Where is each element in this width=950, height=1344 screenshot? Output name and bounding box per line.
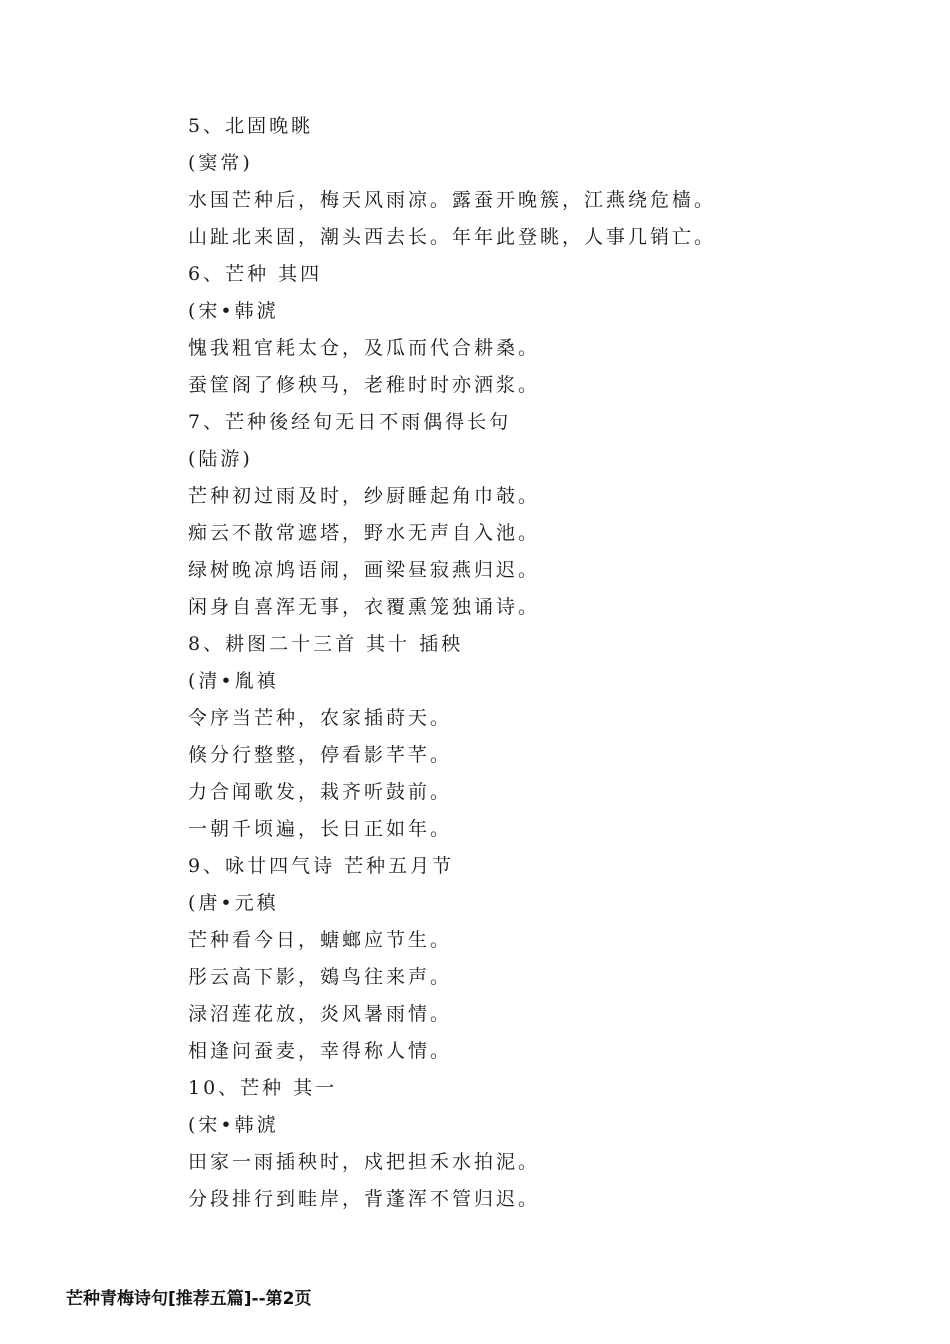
poem-line: 芒种看今日，螗螂应节生。 xyxy=(188,929,453,951)
poem-author: (宋•韩淲 xyxy=(188,1114,279,1136)
page-footer: 芒种青梅诗句[推荐五篇]--第2页 xyxy=(66,1289,312,1309)
poem-line: 相逢问蚕麦，幸得称人情。 xyxy=(188,1040,453,1062)
poem-title: 9、咏廿四气诗 芒种五月节 xyxy=(188,855,455,877)
poem-line: 一朝千顷遍，长日正如年。 xyxy=(188,818,453,840)
poem-content xyxy=(188,108,888,1218)
poem-line: 痴云不散常遮塔，野水无声自入池。 xyxy=(188,522,541,544)
poem-title: 10、芒种 其一 xyxy=(188,1077,338,1099)
poem-line: 令序当芒种，农家插莳天。 xyxy=(188,707,453,729)
poem-line: 水国芒种后，梅天风雨凉。露蚕开晚簇，江燕绕危樯。 xyxy=(188,189,717,211)
poem-line: 蚕筐阁了修秧马，老稚时时亦洒浆。 xyxy=(188,374,541,396)
poem-title: 5、北固晚眺 xyxy=(188,115,314,137)
poem-author: (窦常) xyxy=(188,152,253,174)
poem-line: 倏分行整整，停看影芊芊。 xyxy=(188,744,453,766)
poem-line: 渌沼莲花放，炎风暑雨情。 xyxy=(188,1003,453,1025)
poem-author: (清•胤禛 xyxy=(188,670,279,692)
poem-author: (唐•元稹 xyxy=(188,892,279,914)
poem-title: 8、耕图二十三首 其十 插秧 xyxy=(188,633,464,655)
poem-title: 7、芒种後经旬无日不雨偶得长句 xyxy=(188,411,512,433)
poem-line: 愧我粗官耗太仓，及瓜而代合耕桑。 xyxy=(188,337,541,359)
poem-line: 山趾北来固，潮头西去长。年年此登眺，人事几销亡。 xyxy=(188,226,717,248)
poem-line: 芒种初过雨及时，纱厨睡起角巾攲。 xyxy=(188,485,541,507)
poem-author: (宋•韩淲 xyxy=(188,300,279,322)
poem-line: 彤云高下影，鴳鸟往来声。 xyxy=(188,966,453,988)
poem-author: (陆游) xyxy=(188,448,253,470)
poem-title: 6、芒种 其四 xyxy=(188,263,323,285)
poem-line: 绿树晚凉鸠语闹，画梁昼寂燕归迟。 xyxy=(188,559,541,581)
poem-line: 分段排行到畦岸，背蓬浑不管归迟。 xyxy=(188,1188,541,1210)
poem-line: 闲身自喜浑无事，衣覆熏笼独诵诗。 xyxy=(188,596,541,618)
poem-line: 力合闻歌发，栽齐听鼓前。 xyxy=(188,781,453,803)
poem-line: 田家一雨插秧时，戍把担禾水拍泥。 xyxy=(188,1151,541,1173)
